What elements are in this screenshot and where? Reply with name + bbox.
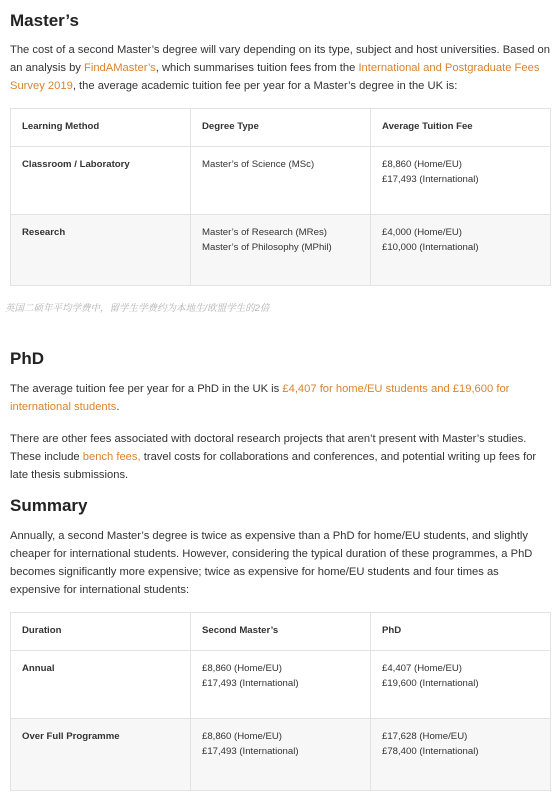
masters-intro	[10, 41, 551, 95]
phd-cell	[371, 719, 551, 791]
tuition-fee-cell	[371, 215, 551, 286]
learning-method-cell: Classroom / Laboratory	[11, 147, 191, 215]
phd-other-text-2: travel costs for collaborations and conferences, and potential writing up fees for late thesis submissions.	[10, 451, 537, 481]
tuition-fee-cell	[371, 147, 551, 215]
phd-text-2: .	[116, 401, 120, 413]
phd-text-1: The average tuition fee per year for a PhD in the UK is	[10, 383, 283, 395]
findamasters-link[interactable]: FindAMaster’s	[84, 62, 156, 74]
masters-intro-text-3: , the average academic tuition fee per year for a Master’s degree in the UK is:	[72, 80, 458, 92]
masters-heading: Master’s	[10, 11, 79, 30]
table-header-row	[11, 109, 551, 147]
column-header: Learning Method	[11, 109, 191, 147]
phd-cell	[371, 651, 551, 719]
cell-line: £4,000 (Home/EU)	[382, 227, 462, 238]
column-header: Degree Type	[191, 109, 371, 147]
comparison-table	[10, 612, 551, 791]
cell-line: £8,860 (Home/EU)	[202, 663, 282, 674]
cell-line: £17,493 (International)	[202, 678, 299, 689]
cell-line: £17,493 (International)	[382, 174, 479, 185]
learning-method-cell: Research	[11, 215, 191, 286]
cell-line: Master’s of Philosophy (MPhil)	[202, 242, 332, 253]
column-header: PhD	[371, 613, 551, 651]
degree-type-cell	[191, 147, 371, 215]
cell-line: £10,000 (International)	[382, 242, 479, 253]
cell-line: £4,407 (Home/EU)	[382, 663, 462, 674]
column-header: Second Master’s	[191, 613, 371, 651]
table-row	[11, 651, 551, 719]
summary-paragraph: Annually, a second Master’s degree is twice as expensive than a PhD for home/EU students, and slightly cheaper for international students. However, considering the typical duration of these programmes, a PhD becomes significantly more expensive; twice as expensive for home/EU students and four times as expensive for international students:	[10, 530, 533, 596]
phd-fee-link[interactable]: £4,407 for home/EU students and £19,600 for international students	[10, 383, 510, 413]
phd-other-text-1: There are other fees associated with doctoral research projects that aren’t present with Master’s studies. These include	[10, 433, 527, 463]
table-row	[11, 147, 551, 215]
cell-line: £78,400 (International)	[382, 746, 479, 757]
cell-line: £17,628 (Home/EU)	[382, 731, 468, 742]
second-masters-cell	[191, 651, 371, 719]
bench-fees-link[interactable]: bench fees,	[82, 451, 141, 463]
cell-line: £19,600 (International)	[382, 678, 479, 689]
second-masters-cell	[191, 719, 371, 791]
duration-cell: Annual	[11, 651, 191, 719]
table-row	[11, 719, 551, 791]
cell-line: £8,860 (Home/EU)	[202, 731, 282, 742]
degree-type-cell	[191, 215, 371, 286]
fees-survey-link[interactable]: International and Postgraduate Fees Survey 2019	[10, 62, 540, 92]
summary-heading: Summary	[10, 496, 88, 515]
image-caption: 英国二硕年平均学费中，留学生学费约为本地生/欧盟学生的2倍	[5, 303, 270, 314]
column-header: Average Tuition Fee	[371, 109, 551, 147]
cell-line: £17,493 (International)	[202, 746, 299, 757]
phd-heading: PhD	[10, 349, 44, 368]
column-header: Duration	[11, 613, 191, 651]
masters-fee-table	[10, 108, 551, 286]
table-row	[11, 215, 551, 286]
cell-line: £8,860 (Home/EU)	[382, 159, 462, 170]
masters-intro-text-1: The cost of a second Master’s degree will vary depending on its type, subject and host universities. Based on an analysis by	[10, 44, 550, 74]
phd-other-fees-paragraph	[10, 430, 551, 484]
table-header-row	[11, 613, 551, 651]
cell-line: Master’s of Science (MSc)	[202, 159, 315, 170]
duration-cell: Over Full Programme	[11, 719, 191, 791]
masters-intro-text-2: , which summarises tuition fees from the	[155, 62, 359, 74]
phd-fee-paragraph	[10, 380, 551, 416]
cell-line: Master’s of Research (MRes)	[202, 227, 327, 238]
